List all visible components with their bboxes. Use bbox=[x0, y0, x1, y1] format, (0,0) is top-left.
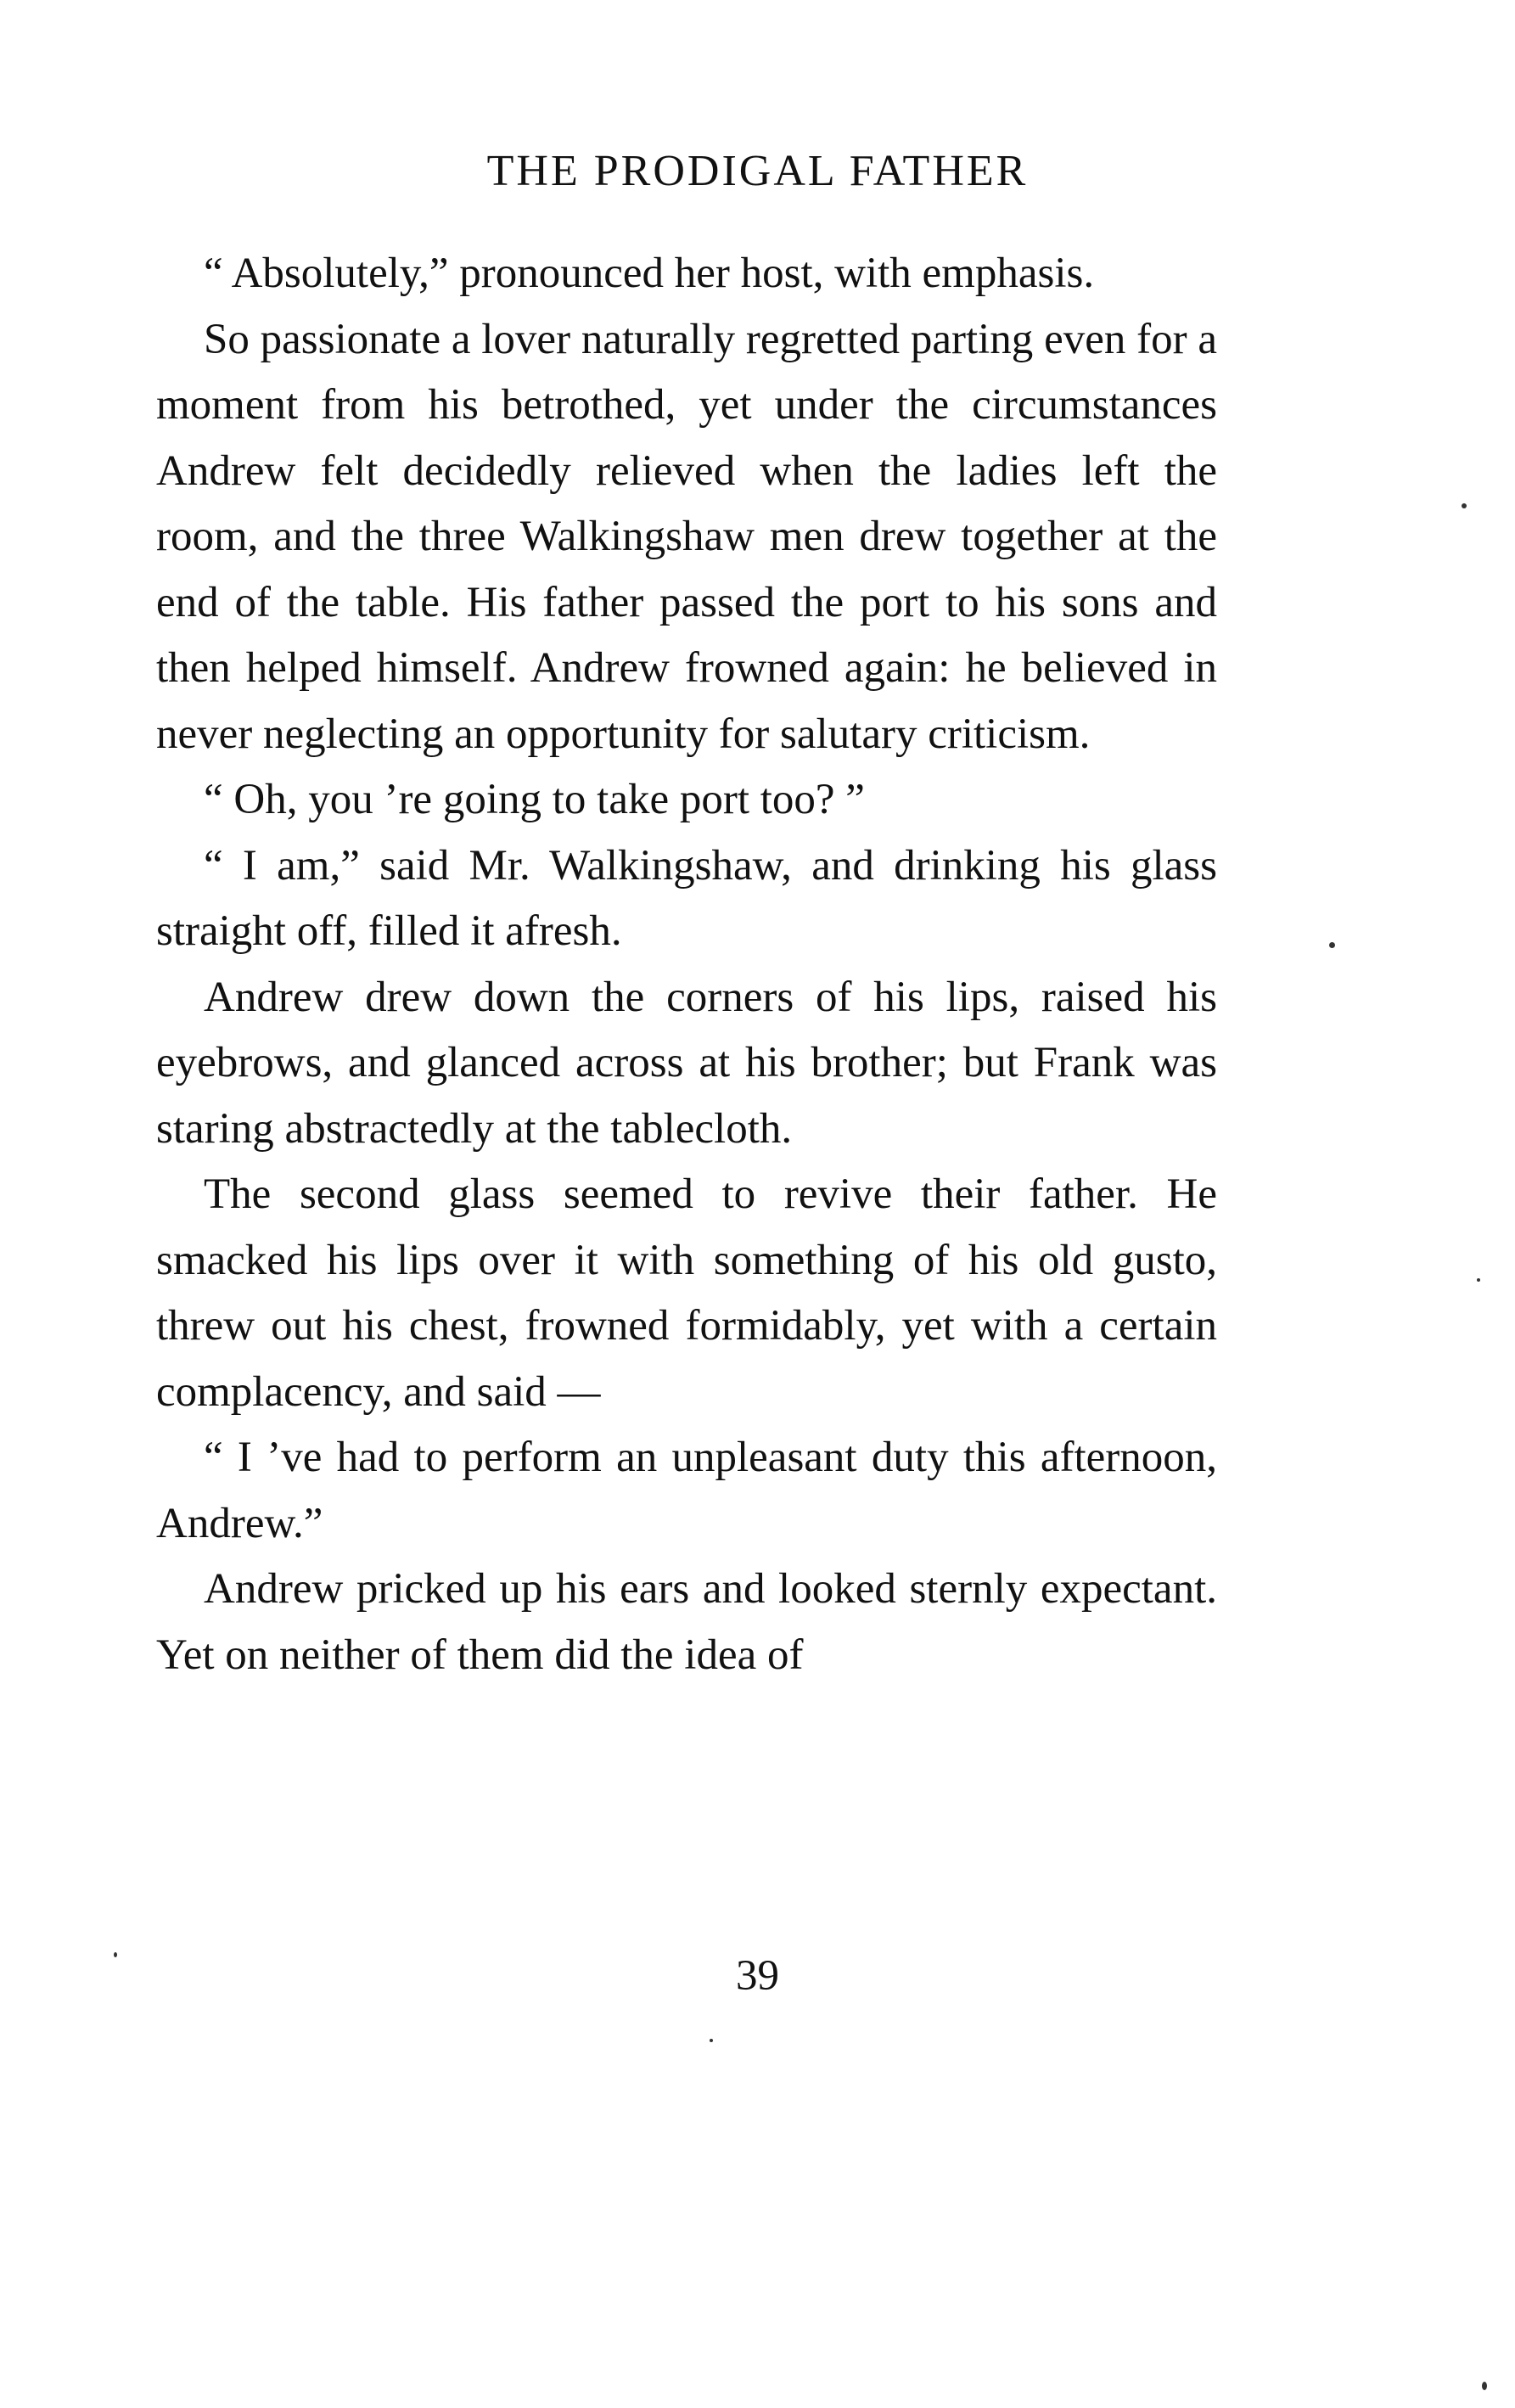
scan-speck bbox=[1329, 942, 1335, 948]
paragraph: So passionate a lover naturally regretted parting even for a moment from his betrothed, yet under the circumstances Andrew felt decidedly relieved when the ladies left the room, and the three Walkingshaw men drew together at the end of the table. His father passed the port to his sons and then helped himself. Andrew frowned again: he believed in never neglecting an opportunity for salutary criticism. bbox=[156, 315, 1217, 758]
scan-speck bbox=[710, 2039, 713, 2042]
scan-speck bbox=[1477, 1278, 1480, 1282]
paragraph: “ I am,” said Mr. Walkingshaw, and drinking his glass straight off, filled it afresh. bbox=[156, 841, 1217, 955]
paragraph: “ Absolutely,” pronounced her host, with emphasis. bbox=[204, 250, 1095, 297]
scan-speck bbox=[1482, 2382, 1487, 2390]
paragraph: Andrew pricked up his ears and looked sternly expectant. Yet on neither of them did the idea of bbox=[156, 1565, 1217, 1679]
running-head: THE PRODIGAL FATHER bbox=[486, 147, 1029, 195]
page-number: 39 bbox=[736, 1952, 779, 2000]
paragraph: “ Oh, you ’re going to take port too? ” bbox=[204, 776, 865, 823]
paragraph: The second glass seemed to revive their father. He smacked his lips over it with something of his old gusto, threw out his chest, frowned formidably, yet with a certain complacency, and said — bbox=[156, 1170, 1217, 1416]
paragraph: Andrew drew down the corners of his lips, raised his eyebrows, and glanced across at his brother; but Frank was staring abstractedly at the tablecloth. bbox=[156, 973, 1217, 1153]
body-text bbox=[156, 241, 1217, 1688]
scan-speck bbox=[1462, 503, 1467, 508]
paragraph: “ I ’ve had to perform an unpleasant duty this afternoon, Andrew.” bbox=[156, 1434, 1217, 1547]
scan-speck bbox=[114, 1952, 117, 1957]
